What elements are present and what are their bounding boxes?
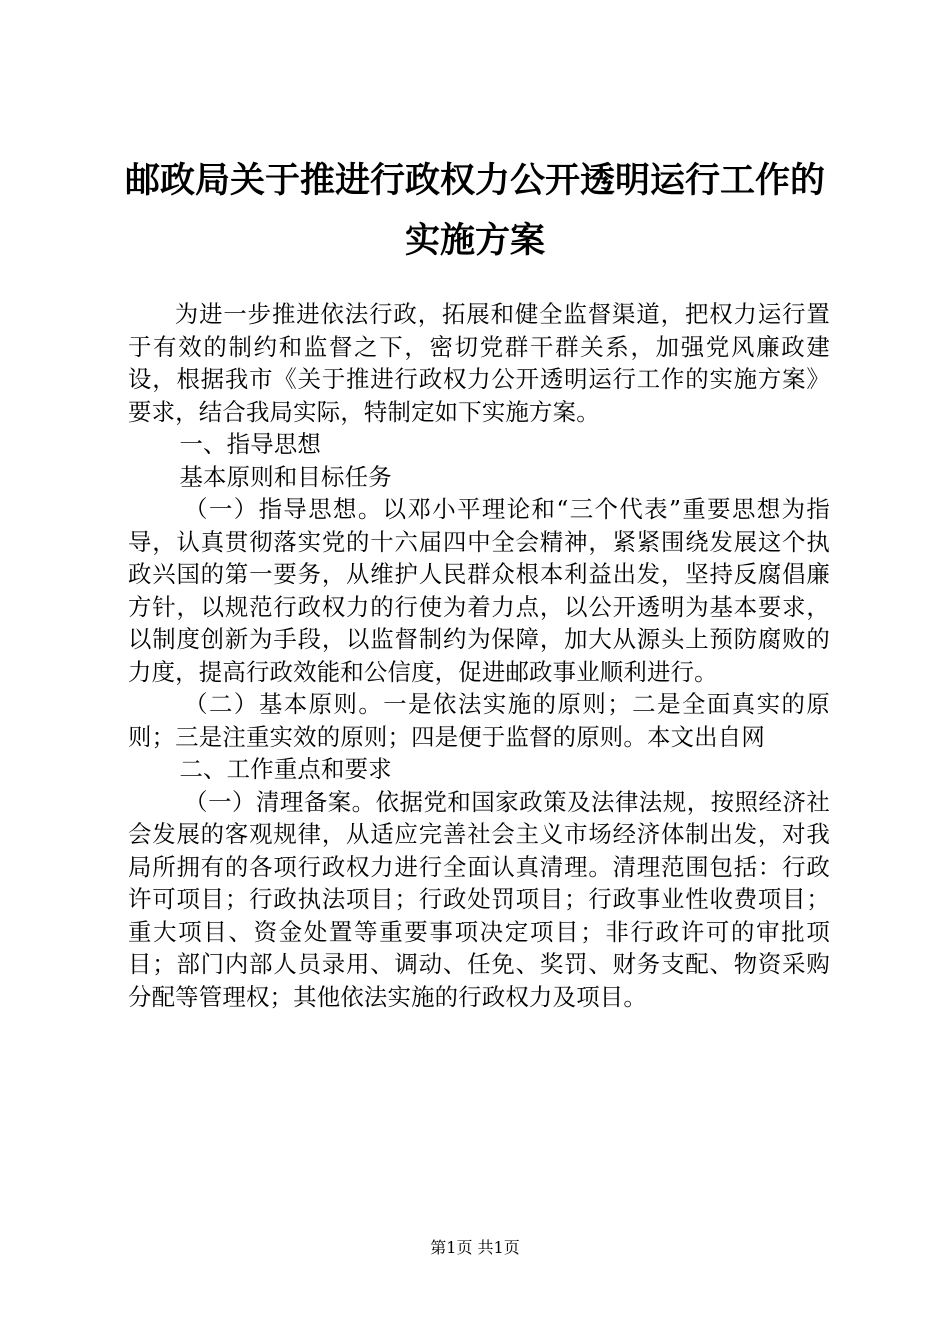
section-heading-2: 二、工作重点和要求 (179, 755, 392, 783)
filing-paragraph: （一）清理备案。依据党和国家政策及法律法规，按照经济社会发展的客观规律，从适应完善社会主义市场经济体制出发，对我局所拥有的各项行政权力进行全面认真清理。清理范围包括：行政许可项目；行政执法项目；行政处罚项目；行政事业性收费项目；重大项目、资金处置等重要事项决定项目；非行政许可的审批项目；部门内部人员录用、调动、任免、奖罚、财务支配、物资采购分配等管理权；其他依法实施的行政权力及项目。 (128, 787, 830, 1011)
section-heading-1: 一、指导思想 (179, 430, 322, 458)
section-subheading: 基本原则和目标任务 (179, 462, 392, 491)
document-body (128, 298, 830, 1013)
guiding-ideology-paragraph: （一）指导思想。以邓小平理论和“三个代表”重要思想为指导，认真贯彻落实党的十六届四中全会精神，紧紧围绕发展这个执政兴国的第一要务，从维护人民群众根本利益出发，坚持反腐倡廉方针，以规范行政权力的行使为着力点，以公开透明为基本要求，以制度创新为手段，以监督制约为保障，加大从源头上预防腐败的力度，提高行政效能和公信度，促进邮政事业顺利进行。 (128, 495, 830, 686)
intro-paragraph: 为进一步推进依法行政，拓展和健全监督渠道，把权力运行置于有效的制约和监督之下，密切党群干群关系，加强党风廉政建设，根据我市《关于推进行政权力公开透明运行工作的实施方案》要求，结合我局实际，特制定如下实施方案。 (128, 300, 830, 426)
basic-principles-paragraph: （二）基本原则。一是依法实施的原则；二是全面真实的原则；三是注重实效的原则；四是便于监督的原则。本文出自网 (128, 690, 830, 751)
page-footer: 第1页 共1页 (430, 1238, 520, 1257)
document-title-line-2: 实施方案 (404, 221, 545, 261)
document-title-line-1: 邮政局关于推进行政权力公开透明运行工作的 (124, 161, 825, 201)
